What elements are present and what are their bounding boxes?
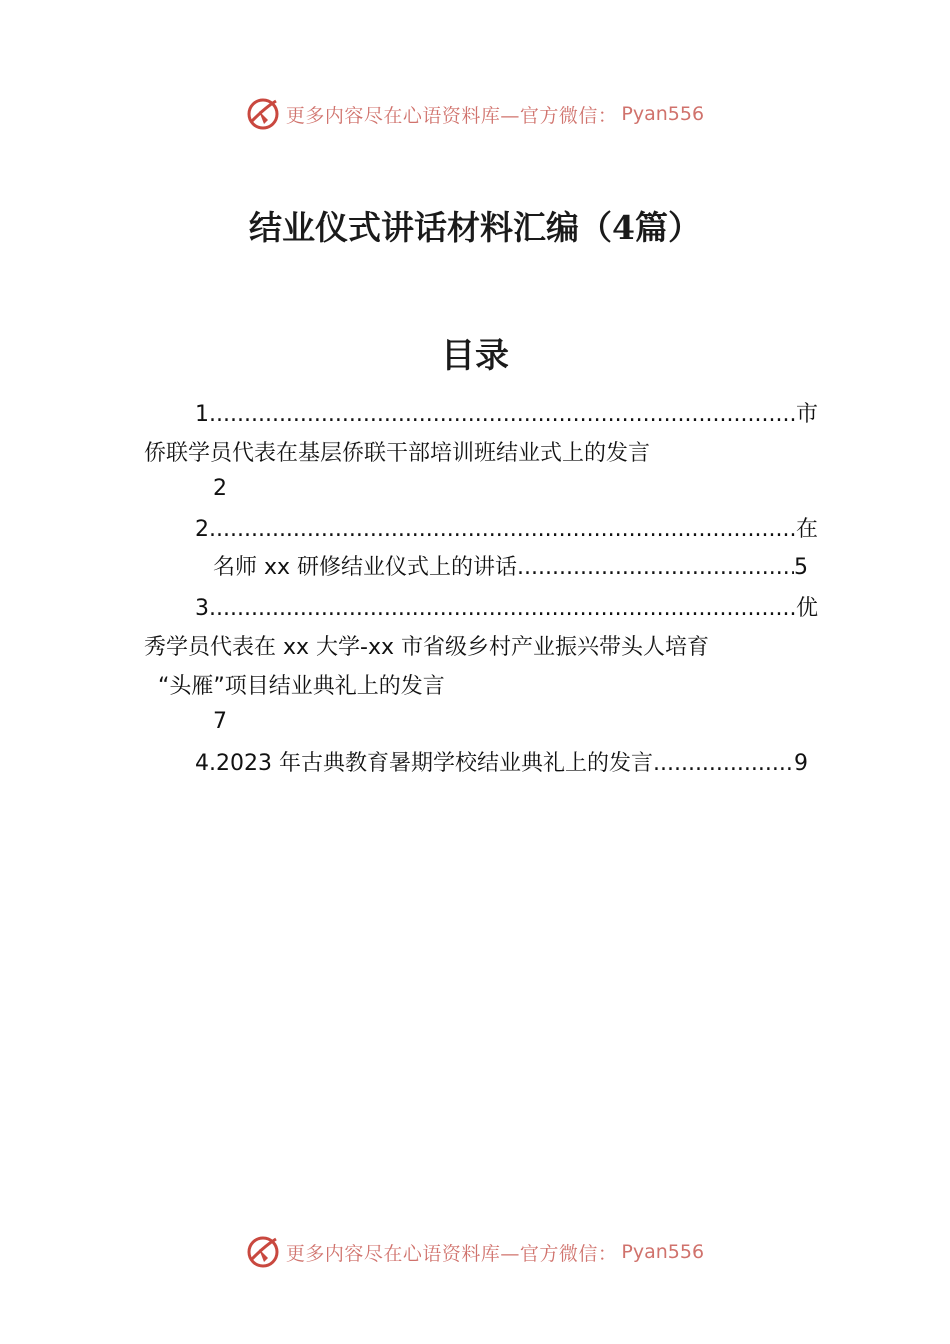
banner-text: 更多内容尽在心语资料库—官方微信：	[285, 1242, 618, 1265]
pen-logo-icon	[246, 1235, 280, 1269]
dot-leader	[216, 515, 796, 545]
toc-entry-1-first-char: 市	[795, 402, 818, 427]
banner-text: 更多内容尽在心语资料库—官方微信：	[285, 104, 618, 127]
header-banner	[0, 94, 950, 134]
toc-entry-3-leader[interactable]	[195, 594, 818, 624]
toc-entry-4-title: 4.2023 年古典教育暑期学校结业典礼上的发言	[195, 751, 653, 776]
toc-entry-2-title-row[interactable]	[213, 553, 808, 583]
pen-logo-icon	[246, 97, 280, 131]
toc-entry-1-title[interactable]: 侨联学员代表在基层侨联干部培训班结业式上的发言	[144, 441, 651, 466]
toc-entry-2-page: 5	[794, 555, 808, 580]
toc-entry-3-page: 7	[213, 709, 227, 734]
toc-entry-1-page: 2	[213, 476, 227, 501]
toc-entry-2-leader[interactable]	[195, 515, 818, 545]
document-title: 结业仪式讲话材料汇编（4篇）	[249, 208, 701, 247]
toc-entry-3-first-char: 优	[795, 596, 818, 621]
toc-entry-2-title: 名师 xx 研修结业仪式上的讲话	[213, 555, 518, 580]
toc-entry-1-number: 1.	[195, 402, 216, 427]
toc-heading: 目录	[441, 336, 509, 376]
dot-leader	[517, 553, 794, 583]
toc-entry-3-title[interactable]: 秀学员代表在 xx 大学-xx 市省级乡村产业振兴带头人培育	[144, 635, 709, 660]
footer-banner	[0, 1232, 950, 1272]
toc-entry-2-number: 2.	[195, 517, 216, 542]
dot-leader	[216, 594, 796, 624]
toc-entry-4-row[interactable]	[195, 749, 808, 779]
dot-leader	[216, 400, 796, 430]
toc-entry-3-title-cont[interactable]: “头雁”项目结业典礼上的发言	[158, 674, 445, 699]
toc-entry-3-number: 3.	[195, 596, 216, 621]
toc-entry-1-leader[interactable]	[195, 400, 818, 430]
toc-entry-2-first-char: 在	[795, 517, 818, 542]
dot-leader	[653, 749, 794, 779]
banner-wechat-id: Pyan556	[621, 1241, 705, 1263]
banner-wechat-id: Pyan556	[621, 103, 705, 125]
toc-entry-4-page: 9	[794, 751, 808, 776]
